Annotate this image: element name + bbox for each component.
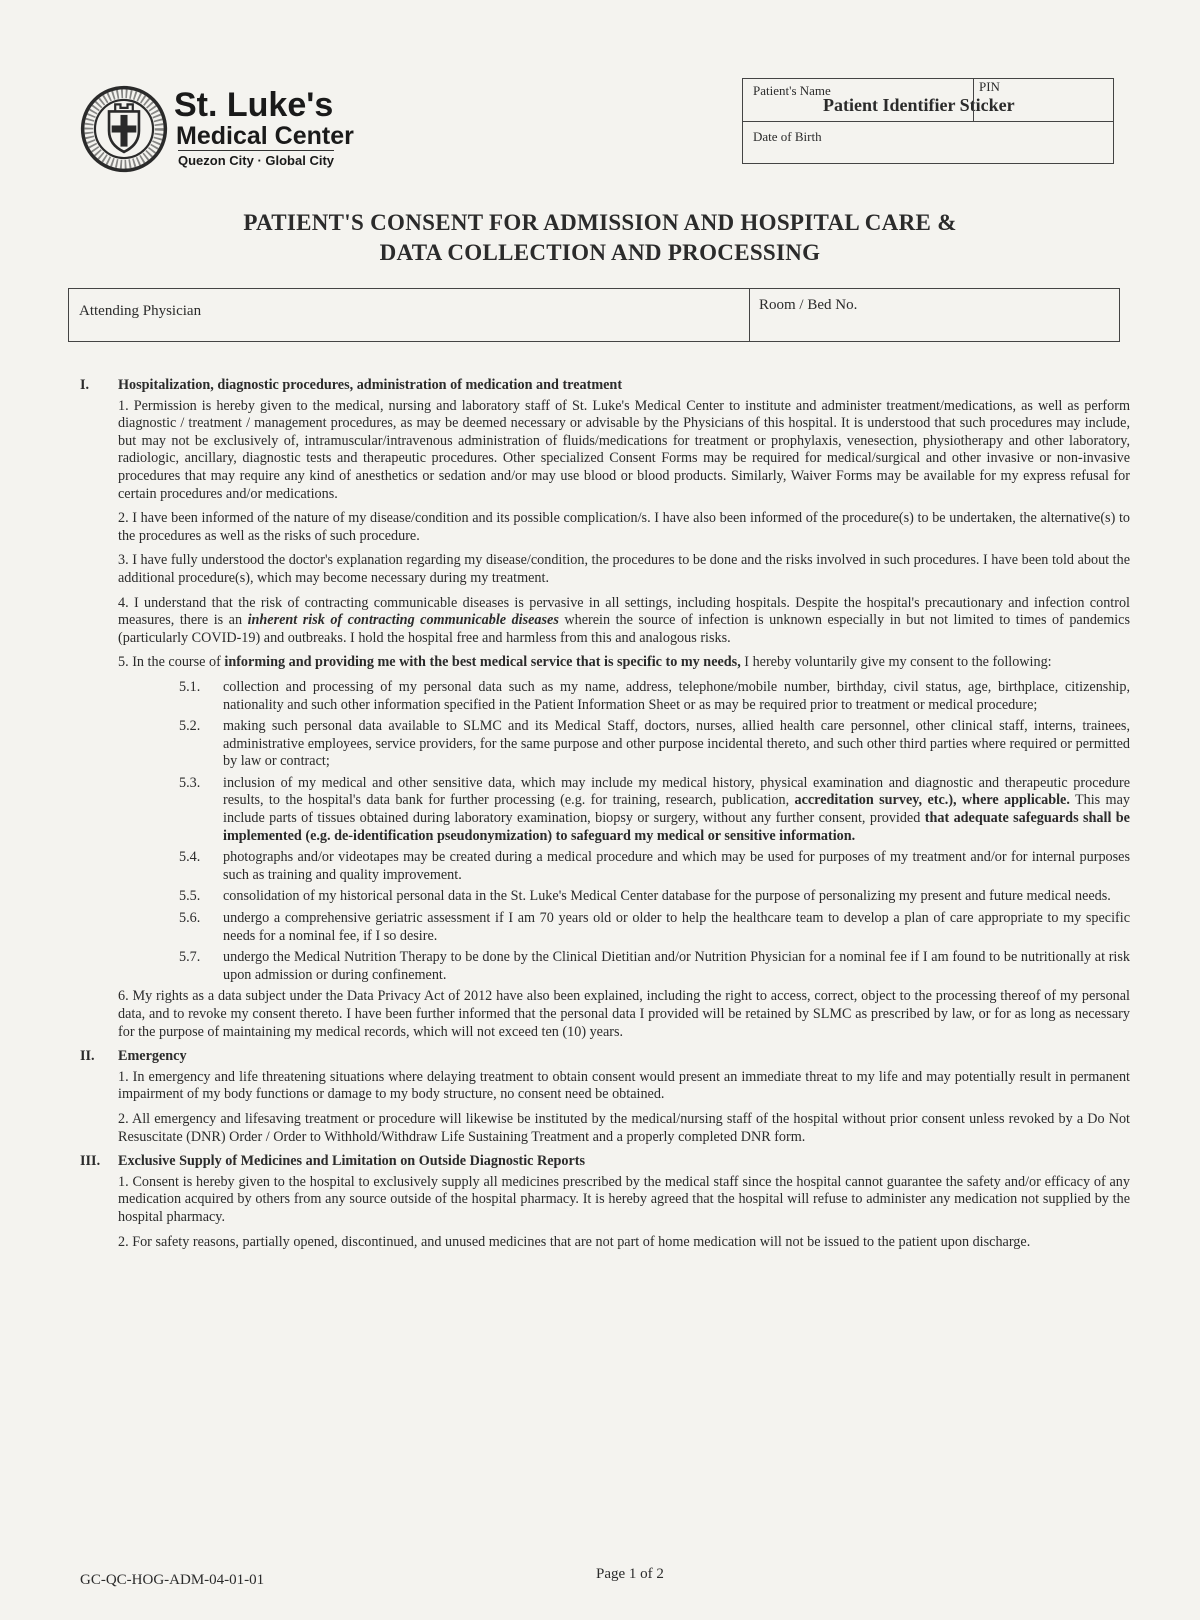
- list-item: [80, 888, 1130, 906]
- pin-divider: [973, 79, 974, 121]
- section-heading: [80, 1153, 1130, 1171]
- physician-room-box: [68, 288, 1120, 342]
- item-text: undergo a comprehensive geriatric assessment if I am 70 years old or older to help the healthcare team to develop a plan of care appropriate to my specific needs for a nominal fee, if I so desire.: [223, 910, 1130, 944]
- hospital-seal-icon: [80, 85, 168, 173]
- paragraph: 2. All emergency and lifesaving treatment or procedure will likewise be instituted by the medical/nursing staff of the hospital without prior consent unless revoked by a Do Not Resuscitate (DNR) Order / Order to Withhold/Withdraw Life Sustaining Treatment and a properly completed DNR form.: [118, 1110, 1130, 1145]
- item-text: undergo the Medical Nutrition Therapy to be done by the Clinical Dietitian and/or Nutrition Physician for a nominal fee if I am found to be nutritionally at risk upon admission or during confinement.: [223, 949, 1130, 983]
- patient-name-label: Patient's Name: [753, 83, 831, 98]
- physician-room-divider: [749, 289, 750, 341]
- section-heading: [80, 377, 1130, 395]
- item-number: 5.7.: [179, 949, 201, 966]
- item-number: 5.5.: [179, 888, 201, 905]
- list-item: [80, 679, 1130, 714]
- list-item: [80, 849, 1130, 884]
- section-title: Exclusive Supply of Medicines and Limitation on Outside Diagnostic Reports: [118, 1153, 586, 1170]
- item-text: making such personal data available to SLMC and its Medical Staff, doctors, nurses, allied health care personnel, other clinical staff, interns, trainees, administrative employees, service providers, for the same purpose and other purpose incidental thereto, and such other third parties where required or permitted by law or contract;: [223, 718, 1130, 770]
- paragraph: [80, 595, 1130, 648]
- pin-label: PIN: [979, 79, 1000, 94]
- list-item: [80, 910, 1130, 945]
- item-number: 5.2.: [179, 718, 201, 735]
- item-text: consolidation of my historical personal data in the St. Luke's Medical Center database for the purpose of personalizing my present and future medical needs.: [223, 888, 1111, 905]
- logo-wordmark: [174, 88, 354, 170]
- paragraph: 1. Permission is hereby given to the medical, nursing and laboratory staff of St. Luke's Medical Center to institute and administer treatment/medications, as well as perform diagnostic / treatment / management procedures, as may be deemed necessary or advisable by the Physicians of this hospital. It is understood that such procedures may include, but may not be exclusively of, intramuscular/intravenous administration of fluids/medications for treatment or prophylaxis, venesection, physiotherapy and other laboratory, radiologic, ancillary, diagnostic tests and therapeutic procedures. Other specialized Consent Forms may be required for medical/surgical and other invasive or non-invasive procedures that may require any kind of anesthetics or sedation and/or may use blood or blood products. Similarly, Waiver Forms may be available for my express refusal for certain procedures and/or medications.: [118, 397, 1130, 502]
- section-title: Hospitalization, diagnostic procedures, administration of medication and treatment: [118, 377, 623, 393]
- paragraph: 1. In emergency and life threatening situations where delaying treatment to obtain consent would present an immediate threat to my life and may potentially result in permanent impairment of my body functions or damage to my body structure, no consent need be obtained.: [118, 1068, 1130, 1103]
- paragraph: [80, 654, 1130, 672]
- text-run: 5. In the course of: [118, 654, 225, 671]
- item-number: 5.3.: [179, 774, 201, 791]
- date-of-birth-row: [743, 121, 1113, 163]
- emphasis-text: accreditation survey, etc.), where applicable.: [794, 792, 1070, 809]
- form-title: [0, 208, 1200, 268]
- item-number: 5.1.: [179, 678, 201, 695]
- item-number: 5.4.: [179, 849, 201, 866]
- patient-name-row: [743, 79, 1113, 122]
- emphasis-text: that adequate safeguards shall be implemented (e.g. de-identification pseudonymization) to safeguard my medical or sensitive information.: [223, 810, 1130, 844]
- logo-locations: Quezon City · Global City: [178, 150, 334, 168]
- list-item: [80, 775, 1130, 845]
- item-number: 5.6.: [179, 910, 201, 927]
- form-title-line1: PATIENT'S CONSENT FOR ADMISSION AND HOSPITAL CARE &: [243, 210, 957, 235]
- date-of-birth-label: Date of Birth: [753, 129, 822, 144]
- list-item: [80, 718, 1130, 771]
- emphasis-text: inherent risk of contracting communicable diseases: [247, 612, 559, 629]
- section-number: III.: [80, 1153, 101, 1170]
- form-title-line2: DATA COLLECTION AND PROCESSING: [379, 240, 821, 265]
- room-bed-field: Room / Bed No.: [759, 297, 858, 313]
- emphasis-text: informing and providing me with the best medical service that is specific to my needs,: [224, 654, 741, 671]
- item-text: This may include parts of tissues obtained during laboratory examination, biopsy or surgery, without any further consent, provided: [223, 792, 1130, 827]
- paragraph: 6. My rights as a data subject under the Data Privacy Act of 2012 have also been explained, including the right to access, correct, object to the processing thereof of my personal data, and to revoke my consent thereto. I have been further informed that the personal data I provided will be retained by SLMC as prescribed by law, or for as long as necessary for the purpose of maintaining my medical records, which will not exceed ten (10) years.: [118, 988, 1130, 1040]
- paragraph: 3. I have fully understood the doctor's explanation regarding my disease/condition, the procedures to be done and the risks involved in such procedures. I have been told about the additional procedure(s), which may become necessary during my treatment.: [118, 552, 1130, 586]
- item-text: collection and processing of my personal data such as my name, address, telephone/mobile number, birthday, civil status, age, birthplace, citizenship, nationality and such other information specified in the Patient Information Sheet or as may be required prior to treatment or medical procedure;: [223, 678, 1130, 713]
- paragraph: 2. I have been informed of the nature of my disease/condition and its possible complication/s. I have also been informed of the procedure(s) to be undertaken, the alternative(s) to the procedures as well as the risks of such procedure.: [118, 510, 1130, 544]
- item-text: inclusion of my medical and other sensitive data, which may include my medical history, physical examination and diagnostic and therapeutic procedure results, to the hospital's data bank for further processing (e.g. for training, research, publication,: [223, 774, 1130, 809]
- paragraph: 2. For safety reasons, partially opened, discontinued, and unused medicines that are not part of home medication will not be issued to the patient upon discharge.: [118, 1233, 1031, 1250]
- text-run: I hereby voluntarily give my consent to the following:: [740, 654, 1052, 671]
- item-text: photographs and/or videotapes may be created during a medical procedure and which may be used for purposes of my treatment and/or for internal purposes such as training and quality improvement.: [223, 849, 1130, 883]
- section-number: II.: [80, 1048, 95, 1065]
- section-number: I.: [80, 377, 90, 393]
- paragraph: 1. Consent is hereby given to the hospital to exclusively supply all medicines prescribed by the medical staff since the hospital cannot guarantee the safety and/or efficacy of any medication acquired by others from any source outside of the hospital pharmacy. It is hereby agreed that the hospital will refuse to administer any medication not supplied by the hospital pharmacy.: [118, 1173, 1130, 1225]
- hospital-logo: [80, 85, 354, 173]
- section-heading: [80, 1048, 1130, 1066]
- text-run: 4. I understand that the risk of contracting communicable diseases is pervasive in all settings, including hospitals. Despite the hospital's precautionary and infection control measures, there is an: [118, 594, 1130, 629]
- text-run: wherein the source of infection is unknown especially in but not limited to times of pandemics (particularly COVID-19) and outbreaks. I hold the hospital free and harmless from this and analogous risks.: [118, 612, 1131, 646]
- list-item: [80, 949, 1130, 984]
- logo-subname: Medical Center: [176, 122, 354, 150]
- section-title: Emergency: [118, 1048, 187, 1065]
- logo-name: St. Luke's: [174, 86, 334, 124]
- patient-identifier-box: [742, 78, 1114, 164]
- attending-physician-field: Attending Physician: [79, 303, 202, 319]
- patient-identifier-sticker: Patient Identifier Sticker: [823, 95, 1015, 115]
- consent-body: [80, 372, 1130, 1258]
- form-code: GC-QC-HOG-ADM-04-01-01: [80, 1572, 265, 1588]
- page-number: Page 1 of 2: [596, 1566, 664, 1582]
